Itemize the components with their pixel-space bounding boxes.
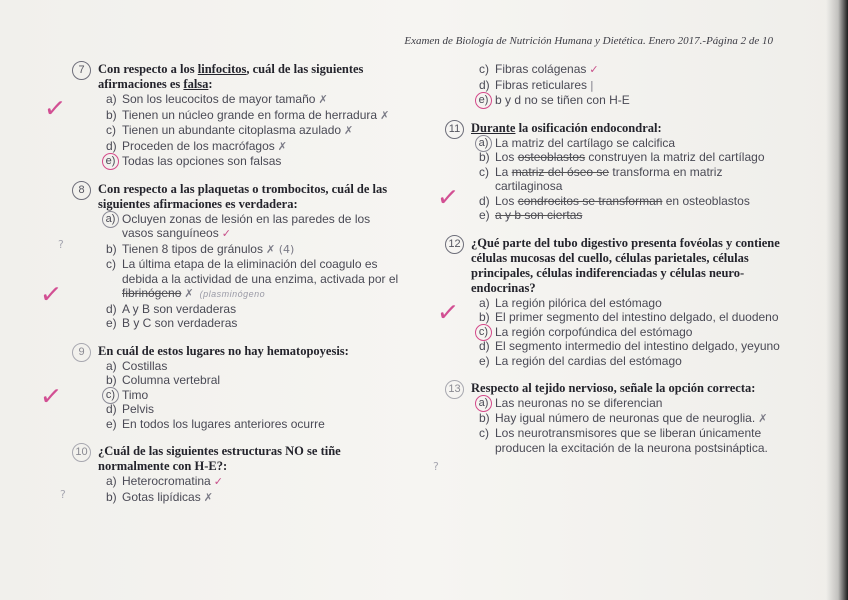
question-10-title [72, 444, 402, 474]
selected-option-letter: c) [102, 387, 119, 404]
option-text: Los [495, 193, 518, 208]
option-letter: b) [106, 373, 117, 387]
selected-option-letter: e) [102, 153, 119, 170]
title-underlined: linfocitos [197, 62, 247, 76]
question-mark-icon: ? [60, 488, 66, 501]
struck-text: fibrinógeno [122, 286, 182, 300]
option-text: Hay igual número de neuronas que de neuroglia. [495, 410, 756, 425]
title-text: Con respecto a las plaquetas o trombocitos, cuál de las siguientes afirmaciones es verdadera: [98, 181, 388, 211]
cross-mark-icon: ✗ [380, 108, 390, 122]
question-mark-icon: ? [58, 238, 64, 251]
option-letter: d) [106, 402, 117, 416]
option-letter: c) [479, 164, 489, 179]
option-text: En todos los lugares anteriores ocurre [122, 416, 325, 431]
question-number: 7 [72, 61, 91, 80]
option-letter: c) [479, 62, 489, 76]
title-text: : [208, 77, 213, 91]
struck-text: a y b son ciertas [495, 208, 583, 222]
option-text: La última etapa de la eliminación del coagulo es debida a la actividad de una enzima, activada por el [122, 257, 399, 286]
question-10-continued [445, 62, 785, 108]
selected-option-letter: c) [475, 324, 492, 341]
option-text: Pelvis [122, 402, 155, 416]
option-letter: c) [106, 123, 116, 137]
option-letter: b) [479, 150, 490, 164]
option-11b [445, 150, 785, 165]
option-text: Los [495, 150, 518, 164]
selected-option-letter: a) [102, 211, 119, 228]
question-13-title [445, 381, 785, 396]
option-text: Proceden de los macrófagos [122, 138, 275, 153]
option-text: Costillas [122, 358, 168, 373]
option-text: La región del cardias del estómago [495, 353, 682, 368]
option-10d [445, 78, 785, 94]
option-11c [445, 165, 785, 194]
margin-check-icon: ✓ [38, 278, 64, 312]
title-text: la osificación endocondral: [515, 120, 662, 135]
cross-mark-icon: ✗ [203, 490, 213, 504]
option-11e [445, 208, 785, 223]
option-letter: e) [479, 208, 490, 222]
title-text: ¿Qué parte del tubo digestivo presenta fovéolas y contiene células mucosas del cuello, células parietales, células principales, células indiferenciadas y células neuro-endocrinas? [471, 235, 780, 295]
option-letter: a) [106, 474, 117, 488]
selected-option-letter: a) [475, 135, 492, 152]
option-text: transforma en matriz cartilaginosa [495, 164, 723, 193]
tick-mark-icon: | [590, 78, 594, 92]
option-letter: b) [106, 241, 117, 256]
option-12c [445, 325, 785, 340]
option-text: Fibras colágenas [495, 62, 587, 76]
margin-check-icon: ✓ [435, 296, 461, 330]
option-13b [445, 411, 785, 427]
cross-mark-icon: ✗ (4) [265, 242, 295, 256]
option-12e [445, 354, 785, 369]
option-letter: b) [479, 410, 490, 425]
option-text: El segmento intermedio del intestino delgado, yeyuno [495, 339, 780, 353]
title-text: , cuál de las siguientes afirmaciones es [98, 62, 364, 91]
selected-option-letter: e) [475, 92, 492, 109]
option-12d [445, 339, 785, 354]
margin-check-icon: ✓ [435, 181, 461, 215]
option-10b [72, 490, 402, 506]
handwritten-note: (plasminógeno [199, 289, 266, 299]
option-9a [72, 359, 402, 374]
question-12-title [445, 236, 785, 296]
question-8-title [72, 182, 402, 212]
option-text: b y d no se tiñen con H-E [495, 93, 630, 107]
left-column [72, 62, 402, 518]
option-8e [72, 316, 402, 331]
option-text: Tienen un abundante citoplasma azulado [122, 123, 342, 137]
option-text: Las neuronas no se diferencian [495, 396, 663, 410]
option-text: El primer segmento del intestino delgado, el duodeno [495, 310, 779, 324]
option-text: Tienen 8 tipos de gránulos [122, 241, 263, 256]
option-letter: d) [106, 301, 117, 316]
selected-option-letter: a) [475, 395, 492, 412]
option-text: Heterocromatina [122, 474, 211, 488]
option-10c [445, 62, 785, 78]
check-mark-icon: ✓ [221, 227, 231, 240]
option-letter: b) [106, 489, 117, 504]
question-number: 8 [72, 181, 91, 200]
question-mark-icon: ? [433, 460, 439, 473]
option-text: en osteoblastos [662, 193, 750, 208]
option-9e [72, 417, 402, 432]
option-10a [72, 474, 402, 490]
option-text: Timo [122, 387, 149, 402]
question-11-title [445, 121, 785, 136]
option-letter: b) [106, 107, 117, 122]
question-10 [72, 444, 402, 505]
option-9b [72, 373, 402, 388]
option-letter: d) [479, 339, 490, 353]
option-text: Ocluyen zonas de lesión en las paredes de los vasos sanguíneos [122, 211, 371, 240]
cross-mark-icon: ✗ [318, 93, 328, 106]
option-text: Todas las opciones son falsas [122, 154, 282, 168]
cross-mark-icon: ✗ [758, 411, 768, 425]
question-number: 10 [72, 443, 91, 462]
option-text: Fibras reticulares [495, 77, 588, 92]
question-number: 9 [72, 343, 91, 362]
option-letter: a) [106, 358, 117, 373]
struck-text: matriz del óseo se [511, 164, 610, 179]
option-10e [445, 93, 785, 108]
title-text: Respecto al tejido nervioso, señale la opción correcta: [471, 381, 756, 395]
option-letter: d) [106, 138, 117, 153]
option-9d [72, 402, 402, 417]
question-12 [445, 236, 785, 369]
option-8d [72, 302, 402, 317]
option-11d [445, 194, 785, 209]
option-9c [72, 388, 402, 403]
right-column [445, 62, 785, 468]
option-7a [72, 92, 402, 108]
option-7b [72, 108, 402, 124]
option-letter: d) [479, 77, 490, 92]
question-number: 13 [445, 380, 464, 399]
option-13a [445, 396, 785, 411]
option-7e [72, 154, 402, 169]
option-text: La [495, 164, 512, 179]
option-7d [72, 139, 402, 155]
question-8 [72, 182, 402, 331]
option-letter: d) [479, 193, 490, 208]
check-mark-icon: ✓ [213, 475, 223, 488]
question-11 [445, 121, 785, 223]
struck-text: condrocitos se transforman [517, 193, 663, 208]
cross-mark-icon: ✗ [184, 287, 194, 300]
option-letter: e) [106, 416, 117, 431]
margin-check-icon: ✓ [38, 380, 64, 414]
page-header: Examen de Biología de Nutrición Humana y Dietética. Enero 2017.-Página 2 de 10 [404, 35, 773, 47]
option-text: La región pilórica del estómago [495, 295, 662, 310]
option-12b [445, 310, 785, 325]
title-text: ¿Cuál de las siguientes estructuras NO se tiñe normalmente con H-E?: [98, 444, 341, 473]
option-text: A y B son verdaderas [122, 301, 237, 316]
check-mark-icon: ✓ [589, 63, 599, 76]
struck-text: osteoblastos [517, 150, 586, 164]
margin-check-icon: ✓ [42, 92, 68, 126]
option-8b [72, 242, 402, 258]
cross-mark-icon: ✗ [277, 139, 287, 153]
option-text: La matriz del cartílago se calcifica [495, 135, 676, 150]
option-letter: c) [106, 257, 116, 271]
option-text: Gotas lipídicas [122, 489, 201, 504]
option-11a [445, 136, 785, 151]
option-letter: a) [106, 92, 117, 106]
option-text: construyen la matriz del cartílago [585, 150, 765, 164]
option-letter: c) [479, 426, 489, 440]
option-7c [72, 123, 402, 139]
option-letter: e) [106, 316, 117, 330]
title-text: En cuál de estos lugares no hay hematopoyesis: [98, 343, 349, 358]
option-letter: b) [479, 310, 490, 324]
option-text: Los neurotransmisores que se liberan únicamente producen la excitación de la neurona postsináptica. [495, 426, 768, 455]
option-letter: a) [479, 295, 490, 310]
cross-mark-icon: ✗ [344, 124, 354, 137]
title-underlined: Durante [471, 120, 516, 135]
option-text: Son los leucocitos de mayor tamaño [122, 92, 316, 106]
option-text: B y C son verdaderas [122, 316, 238, 330]
question-number: 11 [445, 120, 464, 139]
question-9 [72, 344, 402, 432]
question-9-title [72, 344, 402, 359]
option-text: La región corpofúndica del estómago [495, 324, 693, 339]
question-number: 12 [445, 235, 464, 254]
option-letter: e) [479, 353, 490, 368]
option-8c [72, 257, 402, 302]
question-13 [445, 381, 785, 455]
option-text: Tienen un núcleo grande en forma de herradura [122, 107, 378, 122]
question-7 [72, 62, 402, 169]
option-text: Columna vertebral [122, 373, 221, 387]
option-13c [445, 426, 785, 455]
option-8a [72, 212, 402, 242]
option-12a [445, 296, 785, 311]
page-edge-shadow [826, 0, 848, 600]
title-text: Con respecto a los [98, 62, 198, 76]
title-underlined: falsa [183, 77, 209, 91]
question-7-title [72, 62, 402, 92]
